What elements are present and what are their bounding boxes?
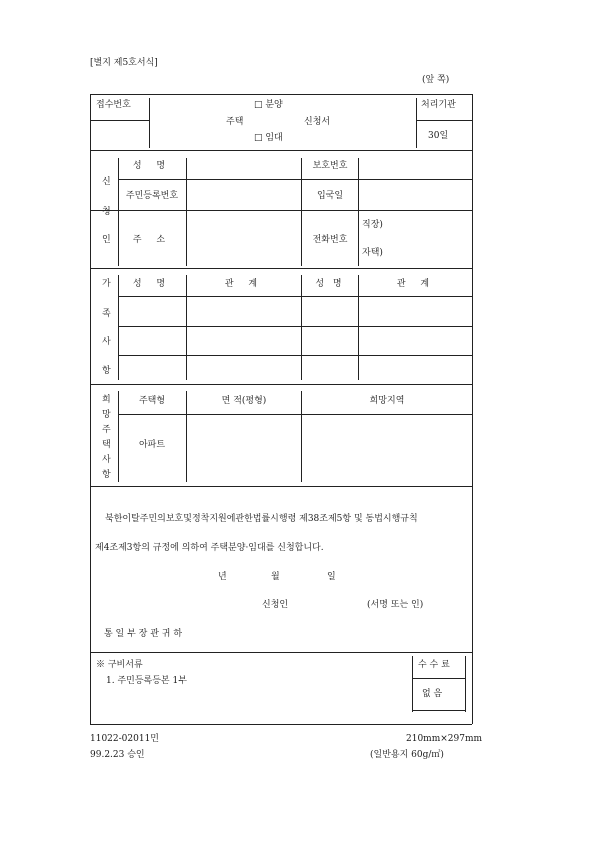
applicant-section-char-1: 신 bbox=[102, 177, 111, 187]
addressee: 통 일 부 장 관 귀 하 bbox=[104, 629, 183, 639]
protection-number-label: 보호번호 bbox=[312, 161, 348, 171]
housing-section-char-1: 희 bbox=[102, 395, 111, 405]
declaration-bottom-line bbox=[90, 652, 472, 653]
frame-right bbox=[472, 94, 473, 724]
family-col-2 bbox=[186, 275, 187, 380]
option-rent-checkbox[interactable]: □ 임대 bbox=[254, 133, 283, 143]
phone-home-label: 자택) bbox=[362, 248, 383, 258]
form-number: [별지 제5호서식] bbox=[90, 58, 158, 68]
housing-type-header: 주택형 bbox=[138, 396, 166, 406]
housing-col-2 bbox=[186, 391, 187, 482]
applicant-signature-label: 신청인 bbox=[262, 600, 289, 610]
family-section-char-1: 가 bbox=[102, 279, 111, 289]
housing-bottom-line bbox=[90, 486, 472, 487]
family-name-header-2: 성 명 bbox=[315, 279, 345, 289]
applicant-bottom-line bbox=[90, 268, 472, 269]
applicant-row-line-1 bbox=[118, 179, 472, 180]
frame-left bbox=[90, 94, 91, 724]
applicant-name-label: 성 명 bbox=[132, 161, 172, 171]
fee-box-left bbox=[412, 656, 413, 712]
applicant-col-4 bbox=[358, 158, 359, 266]
required-document-item-1: 1. 주민등록등본 1부 bbox=[106, 676, 187, 686]
entry-date-label: 입국일 bbox=[316, 191, 344, 201]
resident-number-label: 주민등록번호 bbox=[125, 191, 179, 201]
processing-period-label: 처리기관 bbox=[421, 100, 456, 110]
housing-type-value: 아파트 bbox=[138, 440, 166, 450]
processing-period-value: 30일 bbox=[428, 131, 449, 141]
signature-or-seal-label: (서명 또는 인) bbox=[367, 600, 424, 610]
housing-section-char-2: 망 bbox=[102, 410, 111, 420]
header-divider-left bbox=[149, 98, 150, 148]
housing-section-char-3: 주 bbox=[102, 425, 111, 435]
family-name-header-1: 성 명 bbox=[132, 279, 172, 289]
housing-header-line bbox=[118, 414, 472, 415]
family-relation-header-1: 관 계 bbox=[224, 279, 264, 289]
fee-box-right bbox=[465, 656, 466, 712]
header-receipt-line bbox=[90, 120, 149, 121]
approval-date: 99.2.23 승인 bbox=[90, 750, 145, 760]
declaration-line-1: 북한이탈주민의보호및정착지원에관한법률시행령 제38조제5항 및 동법시행규칙 bbox=[105, 514, 418, 524]
family-col-1 bbox=[118, 275, 119, 380]
housing-location-header: 희망지역 bbox=[369, 396, 405, 406]
paper-size: 210mm×297mm bbox=[406, 734, 483, 744]
housing-area-header: 면 적(평형) bbox=[221, 396, 267, 406]
family-section-char-4: 항 bbox=[102, 366, 111, 376]
required-documents-title: ※ 구비서류 bbox=[96, 660, 143, 670]
applicant-col-1 bbox=[118, 158, 119, 266]
paper-spec: (일반용지 60g/㎡) bbox=[370, 750, 444, 760]
fee-divider bbox=[412, 678, 465, 679]
header-period-line bbox=[416, 120, 472, 121]
option-sale-checkbox[interactable]: □ 분양 bbox=[254, 100, 283, 110]
form-title-left: 주택 bbox=[226, 117, 244, 127]
form-code: 11022-02011민 bbox=[90, 734, 159, 744]
family-section-char-3: 사 bbox=[102, 337, 111, 347]
form-title-right: 신청서 bbox=[304, 117, 331, 127]
declaration-line-2: 제4조제3항의 규정에 의하여 주택분양·임대를 신청합니다. bbox=[95, 543, 324, 553]
page-side-label: (앞 쪽) bbox=[422, 75, 450, 85]
family-col-3 bbox=[301, 275, 302, 380]
receipt-number-label: 접수번호 bbox=[96, 100, 131, 110]
header-divider-right bbox=[416, 98, 417, 148]
applicant-row-line-2 bbox=[90, 210, 472, 211]
family-bottom-line bbox=[90, 384, 472, 385]
date-month-label: 월 bbox=[271, 572, 280, 582]
header-bottom-line bbox=[90, 150, 472, 151]
applicant-col-2 bbox=[186, 158, 187, 266]
family-section-char-2: 족 bbox=[102, 309, 111, 319]
housing-col-1 bbox=[118, 391, 119, 482]
date-day-label: 일 bbox=[327, 572, 336, 582]
family-relation-header-2: 관 계 bbox=[396, 279, 436, 289]
housing-section-char-5: 사 bbox=[102, 455, 111, 465]
phone-work-label: 직장) bbox=[362, 220, 383, 230]
applicant-col-3 bbox=[301, 158, 302, 266]
family-row-line-2 bbox=[118, 326, 472, 327]
family-row-line-1 bbox=[118, 296, 472, 297]
applicant-section-char-3: 인 bbox=[102, 235, 111, 245]
address-label: 주 소 bbox=[132, 235, 172, 245]
fee-label: 수 수 료 bbox=[418, 660, 450, 670]
frame-top bbox=[90, 94, 472, 95]
family-row-line-3 bbox=[118, 355, 472, 356]
fee-box-bottom bbox=[412, 710, 465, 711]
family-col-4 bbox=[358, 275, 359, 380]
housing-section-char-6: 항 bbox=[102, 470, 111, 480]
housing-section-char-4: 택 bbox=[102, 440, 111, 450]
fee-value: 없 음 bbox=[422, 689, 443, 699]
applicant-section-char-2: 청 bbox=[102, 207, 111, 217]
phone-number-label: 전화번호 bbox=[312, 235, 348, 245]
frame-bottom bbox=[90, 724, 472, 725]
date-year-label: 년 bbox=[218, 572, 227, 582]
